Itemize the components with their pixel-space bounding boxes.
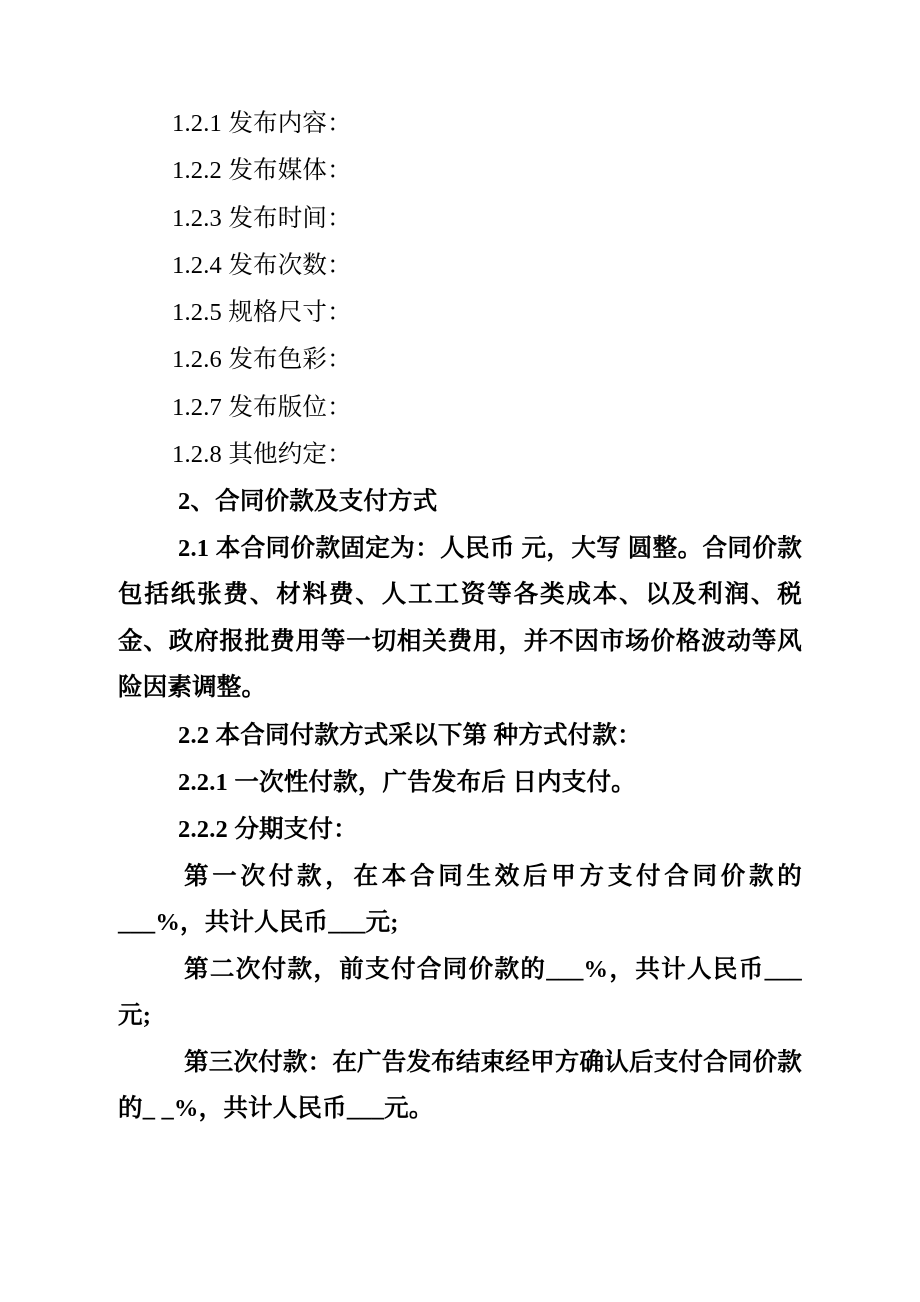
clause-1-2-1: 1.2.1 发布内容： [172, 110, 352, 137]
clause-2-2-1: 2.2.1 一次性付款，广告发布后 日内支付。 [178, 769, 636, 796]
clause-1-2-7: 1.2.7 发布版位： [172, 393, 352, 421]
clause-1-2-4: 1.2.4 发布次数： [172, 251, 352, 279]
clause-2-1: 2.1 本合同价款固定为：人民币 元，大写 圆整。合同价款包括纸张费、材料费、人工工资等各类成本、以及利润、税金、政府报批费用等一切相关费用，并不因市场价格波动等风险因素调整。 [118, 534, 802, 702]
payment-installment-third: 第三次付款：在广告发布结束经甲方确认后支付合同价款的_ _%，共计人民币___元。 [118, 1048, 802, 1123]
payment-installment-first: 第一次付款，在本合同生效后甲方支付合同价款的___%，共计人民币___元; [118, 862, 802, 937]
clause-1-2-6: 1.2.6 发布色彩： [172, 346, 352, 374]
clause-1-2-3: 1.2.3 发布时间： [172, 204, 352, 232]
clause-1-2-5: 1.2.5 规格尺寸： [172, 299, 352, 327]
payment-installment-second: 第二次付款，前支付合同价款的___%，共计人民币___元; [118, 955, 802, 1030]
section-heading-2: 2、合同价款及支付方式 [178, 488, 438, 516]
clause-2-2: 2.2 本合同付款方式采以下第 种方式付款： [178, 721, 642, 749]
clause-2-2-2: 2.2.2 分期支付： [178, 816, 358, 844]
clause-1-2-2: 1.2.2 发布媒体： [172, 157, 352, 185]
clause-1-2-8: 1.2.8 其他约定： [172, 440, 352, 468]
document-body [118, 100, 802, 1133]
